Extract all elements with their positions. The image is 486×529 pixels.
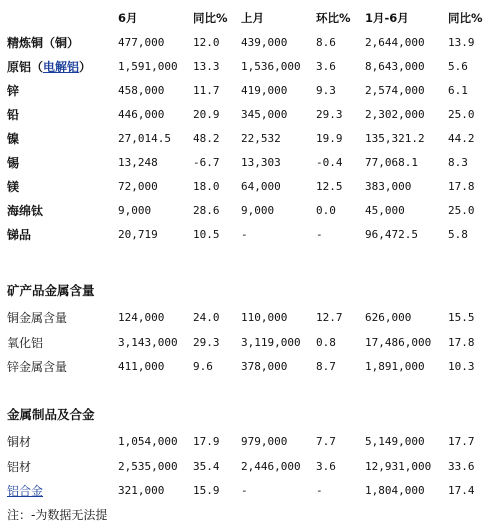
electrolytic-aluminum-link[interactable]: 电解铝 xyxy=(43,60,80,74)
cell-jun: 477,000 xyxy=(118,36,165,49)
row-name: 镍 xyxy=(7,132,20,146)
row-name: 铜金属含量 xyxy=(7,311,68,325)
cell-h1-yoy: 6.1 xyxy=(448,84,468,97)
cell-yoy: 20.9 xyxy=(193,108,220,121)
row-name xyxy=(7,55,91,79)
table-row xyxy=(0,199,486,223)
cell-h1-yoy: 17.8 xyxy=(448,180,475,193)
table-row xyxy=(0,479,486,503)
cell-yoy: 28.6 xyxy=(193,204,220,217)
cell-mom: 9.3 xyxy=(316,84,336,97)
table-row xyxy=(0,306,486,330)
cell-prev: 419,000 xyxy=(241,84,288,97)
cell-prev: 2,446,000 xyxy=(241,460,301,473)
cell-jun: 9,000 xyxy=(118,204,152,217)
cell-prev: 64,000 xyxy=(241,180,281,193)
cell-h1: 77,068.1 xyxy=(365,156,418,169)
cell-h1: 8,643,000 xyxy=(365,60,425,73)
cell-jun: 2,535,000 xyxy=(118,460,178,473)
cell-jun: 458,000 xyxy=(118,84,165,97)
cell-h1: 12,931,000 xyxy=(365,460,432,473)
cell-h1-yoy: 5.8 xyxy=(448,228,468,241)
row-name: 海绵钛 xyxy=(7,204,44,218)
cell-h1: 626,000 xyxy=(365,311,412,324)
row-name: 铝材 xyxy=(7,460,32,474)
table-row xyxy=(0,151,486,175)
table-row xyxy=(0,455,486,479)
cell-h1-yoy: 10.3 xyxy=(448,360,475,373)
cell-h1-yoy: 33.6 xyxy=(448,460,475,473)
row-name: 锡 xyxy=(7,156,20,170)
header-h1-yoy: 同比% xyxy=(448,11,483,25)
cell-yoy: 29.3 xyxy=(193,336,220,349)
section-heading-products xyxy=(0,403,486,427)
cell-prev: 345,000 xyxy=(241,108,288,121)
cell-h1-yoy: 13.9 xyxy=(448,36,475,49)
table-row xyxy=(0,103,486,127)
cell-h1-yoy: 17.8 xyxy=(448,336,475,349)
cell-h1: 1,891,000 xyxy=(365,360,425,373)
header-jun: 6月 xyxy=(118,11,138,25)
table-row xyxy=(0,355,486,379)
cell-yoy: 9.6 xyxy=(193,360,213,373)
cell-prev: 22,532 xyxy=(241,132,281,145)
cell-prev: 1,536,000 xyxy=(241,60,301,73)
cell-jun: 72,000 xyxy=(118,180,158,193)
cell-jun: 411,000 xyxy=(118,360,165,373)
section-title: 矿产品金属含量 xyxy=(7,283,95,298)
cell-h1: 5,149,000 xyxy=(365,435,425,448)
footnote: 注：-为数据无法提 xyxy=(7,508,108,522)
section-title: 金属制品及合金 xyxy=(7,407,95,422)
cell-h1: 2,302,000 xyxy=(365,108,425,121)
cell-h1: 1,804,000 xyxy=(365,484,425,497)
cell-h1-yoy: 25.0 xyxy=(448,108,475,121)
cell-prev: 979,000 xyxy=(241,435,288,448)
cell-yoy: 18.0 xyxy=(193,180,220,193)
cell-prev: 110,000 xyxy=(241,311,288,324)
cell-yoy: 15.9 xyxy=(193,484,220,497)
cell-mom: 8.7 xyxy=(316,360,336,373)
cell-h1: 45,000 xyxy=(365,204,405,217)
cell-mom: 8.6 xyxy=(316,36,336,49)
section-heading-ore xyxy=(0,279,486,303)
cell-prev: 13,303 xyxy=(241,156,281,169)
row-name: 铅 xyxy=(7,108,20,122)
table-row xyxy=(0,79,486,103)
cell-h1-yoy: 17.4 xyxy=(448,484,475,497)
cell-yoy: 17.9 xyxy=(193,435,220,448)
row-name: 镁 xyxy=(7,180,20,194)
cell-yoy: 12.0 xyxy=(193,36,220,49)
row-name: 铜材 xyxy=(7,435,32,449)
header-prev: 上月 xyxy=(241,11,264,25)
cell-mom: 29.3 xyxy=(316,108,343,121)
cell-jun: 20,719 xyxy=(118,228,158,241)
cell-jun: 1,591,000 xyxy=(118,60,178,73)
cell-prev: 439,000 xyxy=(241,36,288,49)
table-row xyxy=(0,331,486,355)
header-h1: 1月-6月 xyxy=(365,11,409,25)
cell-mom: 19.9 xyxy=(316,132,343,145)
cell-mom: 12.7 xyxy=(316,311,343,324)
cell-jun: 27,014.5 xyxy=(118,132,171,145)
cell-mom: -0.4 xyxy=(316,156,343,169)
cell-mom: 3.6 xyxy=(316,60,336,73)
row-name: 锌金属含量 xyxy=(7,360,68,374)
cell-prev: - xyxy=(241,484,248,497)
cell-yoy: -6.7 xyxy=(193,156,220,169)
cell-h1: 383,000 xyxy=(365,180,412,193)
table-row xyxy=(0,223,486,247)
cell-prev: 3,119,000 xyxy=(241,336,301,349)
table-row xyxy=(0,127,486,151)
cell-h1: 2,574,000 xyxy=(365,84,425,97)
cell-jun: 3,143,000 xyxy=(118,336,178,349)
table-header xyxy=(0,6,486,30)
cell-yoy: 10.5 xyxy=(193,228,220,241)
row-name: 精炼铜（铜） xyxy=(7,36,80,50)
table-row xyxy=(0,55,486,79)
cell-h1: 17,486,000 xyxy=(365,336,432,349)
cell-yoy: 13.3 xyxy=(193,60,220,73)
cell-h1-yoy: 5.6 xyxy=(448,60,468,73)
table-row xyxy=(0,175,486,199)
cell-mom: 0.8 xyxy=(316,336,336,349)
cell-h1-yoy: 17.7 xyxy=(448,435,475,448)
cell-mom: 3.6 xyxy=(316,460,336,473)
cell-h1: 135,321.2 xyxy=(365,132,425,145)
cell-mom: - xyxy=(316,228,323,241)
cell-jun: 1,054,000 xyxy=(118,435,178,448)
cell-h1-yoy: 44.2 xyxy=(448,132,475,145)
cell-yoy: 48.2 xyxy=(193,132,220,145)
cell-mom: 12.5 xyxy=(316,180,343,193)
header-mom: 环比% xyxy=(316,11,351,25)
cell-jun: 13,248 xyxy=(118,156,158,169)
cell-prev: 9,000 xyxy=(241,204,275,217)
cell-mom: 7.7 xyxy=(316,435,336,448)
cell-h1: 96,472.5 xyxy=(365,228,418,241)
cell-mom: 0.0 xyxy=(316,204,336,217)
cell-yoy: 35.4 xyxy=(193,460,220,473)
row-name: 氧化铝 xyxy=(7,336,44,350)
cell-h1-yoy: 25.0 xyxy=(448,204,475,217)
name-suffix: ） xyxy=(79,60,92,74)
name-prefix: 原铝（ xyxy=(7,60,44,74)
header-yoy: 同比% xyxy=(193,11,228,25)
row-name: 锑品 xyxy=(7,228,32,242)
cell-jun: 321,000 xyxy=(118,484,165,497)
cell-prev: - xyxy=(241,228,248,241)
cell-prev: 378,000 xyxy=(241,360,288,373)
aluminum-alloy-link[interactable]: 铝合金 xyxy=(7,484,44,498)
table-row xyxy=(0,31,486,55)
cell-yoy: 11.7 xyxy=(193,84,220,97)
cell-mom: - xyxy=(316,484,323,497)
cell-h1: 2,644,000 xyxy=(365,36,425,49)
cell-jun: 124,000 xyxy=(118,311,165,324)
cell-jun: 446,000 xyxy=(118,108,165,121)
cell-h1-yoy: 15.5 xyxy=(448,311,475,324)
row-name: 锌 xyxy=(7,84,20,98)
cell-h1-yoy: 8.3 xyxy=(448,156,468,169)
cell-yoy: 24.0 xyxy=(193,311,220,324)
table-row xyxy=(0,430,486,454)
